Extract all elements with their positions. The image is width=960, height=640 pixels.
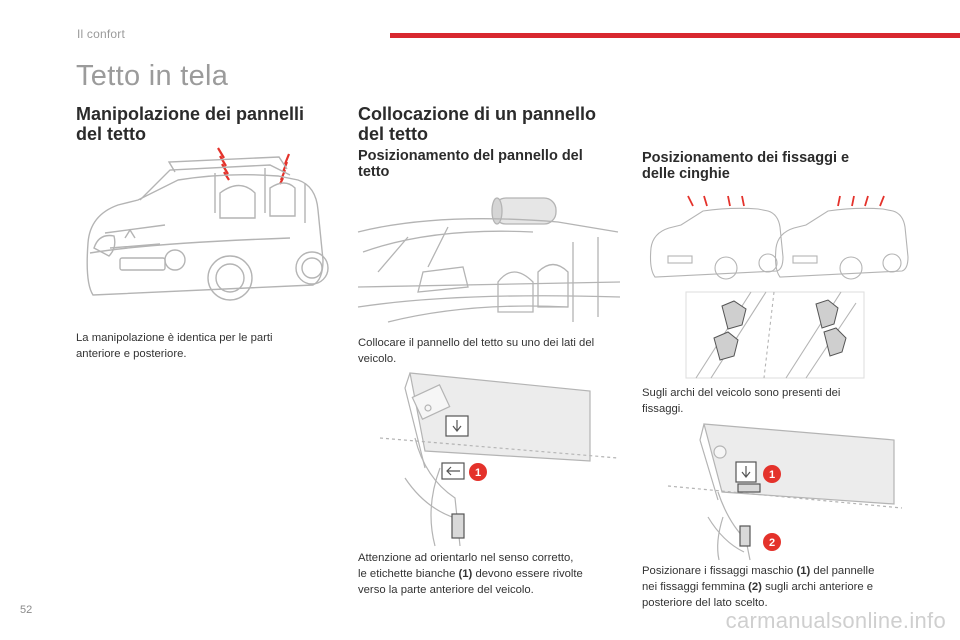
page-number: 52 [20,604,33,616]
male-female-fixing-diagram [668,422,904,560]
text-handling: La manipolazione è identica per le parti anteriore e posteriore. [76,332,273,360]
heading-handling-panels: Manipolazione dei pannelli del tetto [76,104,305,144]
roof-panel-illustration [358,192,620,332]
text-position-fixings: Posizionare i fissaggi maschio (1) del pannelle nei fissaggi femmina (2) sugli archi anteriore e posteriore del lato scelto. [642,565,875,609]
callout-2-label: 2 [768,537,776,549]
fixings-closeup [686,292,864,378]
watermark: carmanualsonline.info [725,608,946,633]
callout-1-label: 1 [474,467,482,479]
car-illustration-front [80,148,335,318]
subheading-positioning-panel: Posizionamento del pannello del tetto [358,148,583,180]
callout-1-label: 1 [768,469,776,481]
header-rule [390,33,960,38]
text-orientation: Attenzione ad orientarlo nel senso corretto, le etichette bianche (1) devono essere rivolte verso la parte anteriore del veicolo. [358,552,583,596]
page-title: Tetto in tela [76,60,229,92]
panel-orientation-diagram [380,368,620,546]
text-place-panel: Collocare il pannello del tetto su uno dei lati del veicolo. [358,337,595,365]
heading-placing-panel: Collocazione di un pannello del tetto [358,104,597,144]
subheading-fixings-straps: Posizionamento dei fissaggi e delle cinghie [642,150,850,182]
two-cars-fixing-points [646,193,900,285]
section-label: Il confort [77,27,126,41]
text-fixings-present: Sugli archi del veicolo sono presenti dei fissaggi. [642,387,841,415]
fixing-arrows [688,196,884,206]
